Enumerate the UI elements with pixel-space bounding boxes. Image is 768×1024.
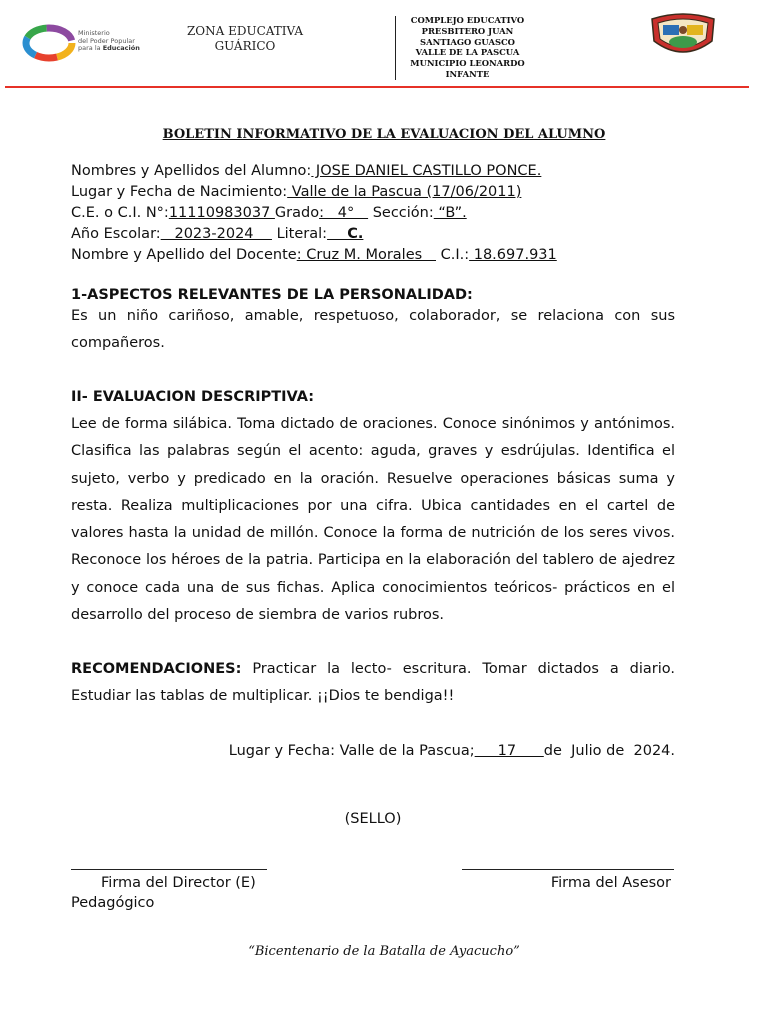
recommendations bbox=[71, 656, 675, 711]
asesor-signature-label: Firma del Asesor bbox=[550, 875, 671, 891]
header-red-rule bbox=[5, 86, 749, 88]
director-signature-label: Firma del Director (E) bbox=[101, 875, 256, 891]
ci-value: 11110983037 bbox=[168, 205, 275, 221]
teacher-value: : Cruz M. Morales bbox=[296, 247, 436, 263]
grade-value: : 4° bbox=[319, 205, 369, 221]
director-signature-label-cont: Pedagógico bbox=[71, 895, 155, 911]
section-personality-heading: 1-ASPECTOS RELEVANTES DE LA PERSONALIDAD: bbox=[71, 287, 473, 303]
school-emblem-icon bbox=[648, 11, 718, 59]
section-descriptive-text: Lee de forma silábica. Toma dictado de oraciones. Conoce sinónimos y antónimos. Clasifica las palabras según el acento: aguda, graves y esdrújulas. Identifica el sujeto, verbo y predicado en la oración. Resuelve operaciones básicas suma y resta. Realiza multiplicaciones por una cifra. Ubica cantidades en el cartel de valores hasta la unidad de millón. Conoce la forma de nutrición de los seres vivos. Reconoce los héroes de la patria. Participa en la elaboración del tablero de ajedrez y conoce cada una de sus fichas. Aplica conocimientos teóricos- prácticos en el desarrollo del proceso de siembra de varios rubros. bbox=[71, 416, 675, 624]
director-signature-line bbox=[71, 869, 267, 870]
teacher-line: Nombre y Apellido del Docente: Cruz M. Morales C.I.: 18.697.931 bbox=[71, 247, 557, 263]
school-year-value: 2023-2024 bbox=[160, 226, 272, 242]
literal-value: C. bbox=[327, 226, 364, 242]
section-personality-text: Es un niño cariñoso, amable, respetuoso, colaborador, se relaciona con sus compañeros. bbox=[71, 308, 675, 352]
footer-motto: “Bicentenario de la Batalla de Ayacucho” bbox=[248, 944, 520, 959]
teacher-ci-value: 18.697.931 bbox=[469, 247, 557, 263]
document-title: BOLETIN INFORMATIVO DE LA EVALUACION DEL ALUMNO bbox=[162, 127, 606, 142]
ci-grade-line: C.E. o C.I. N°:11110983037 Grado: 4° Sección: “B”. bbox=[71, 205, 467, 221]
school-name-block: COMPLEJO EDUCATIVO PRESBITERO JUAN SANTIAGO GUASCO VALLE DE LA PASCUA MUNICIPIO LEONARDO INFANTE bbox=[410, 15, 525, 79]
student-name-line: Nombres y Apellidos del Alumno: JOSE DANIEL CASTILLO PONCE. bbox=[71, 163, 542, 179]
recommendations-label: RECOMENDACIONES: bbox=[71, 661, 242, 677]
section-value: “B”. bbox=[433, 205, 467, 221]
ministry-logo-text: Ministerio del Poder Popular para la Educación bbox=[78, 29, 140, 52]
seal-placeholder: (SELLO) bbox=[344, 811, 402, 827]
zona-educativa: ZONA EDUCATIVA GUÁRICO bbox=[186, 24, 304, 53]
student-name-value: JOSE DANIEL CASTILLO PONCE. bbox=[311, 163, 542, 179]
ministry-logo bbox=[22, 22, 162, 64]
school-year-line: Año Escolar: 2023-2024 Literal: C. bbox=[71, 226, 364, 242]
date-line: Lugar y Fecha: Valle de la Pascua; 17 de Julio de 2024. bbox=[228, 743, 675, 759]
birth-value: Valle de la Pascua (17/06/2011) bbox=[287, 184, 522, 200]
asesor-signature-line bbox=[462, 869, 674, 870]
recommendations-text: Practicar la lecto- escritura. Tomar dictados a diario. Estudiar las tablas de multiplicar. ¡¡Dios te bendiga!! bbox=[71, 661, 675, 705]
birth-line: Lugar y Fecha de Nacimiento: Valle de la Pascua (17/06/2011) bbox=[71, 184, 522, 200]
date-day: 17 bbox=[474, 743, 544, 759]
section-descriptive-heading: II- EVALUACION DESCRIPTIVA: bbox=[71, 389, 315, 405]
header-divider bbox=[395, 16, 396, 80]
ministry-ring-icon bbox=[22, 22, 76, 64]
